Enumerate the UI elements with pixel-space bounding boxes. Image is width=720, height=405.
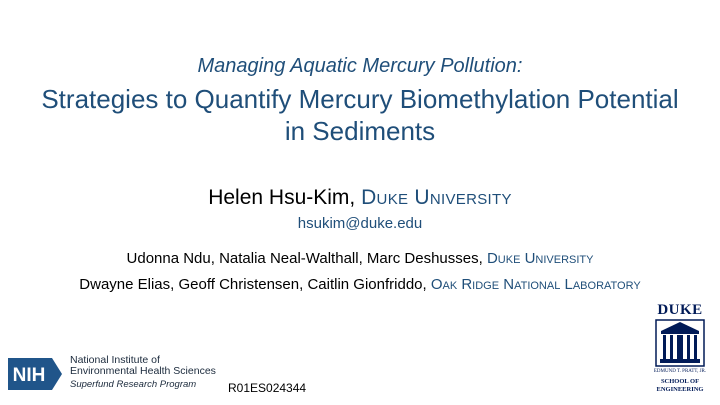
presenter-email: hsukim@duke.edu (297, 215, 423, 232)
coauthor-line (0, 250, 720, 267)
duke-engineering-logo (650, 302, 710, 400)
nih-mark-text: NIH (12, 365, 46, 386)
nih-text (70, 355, 220, 390)
grant-number: R01ES024344 (228, 381, 307, 395)
coauthor-names: Udonna Ndu, Natalia Neal-Walthall, Marc Deshusses, (126, 250, 483, 267)
nih-institute-line-1: National Institute of (70, 354, 160, 366)
duke-wordmark: DUKE (657, 302, 703, 318)
nih-institute-line-2: Environmental Health Sciences (70, 365, 216, 377)
coauthor-names: Dwayne Elias, Geoff Christensen, Caitlin Gionfriddo, (79, 276, 427, 293)
slide-subtitle: Managing Aquatic Mercury Pollution: (197, 55, 523, 77)
coauthor-affiliation: Duke University (486, 250, 594, 267)
coauthor-affiliation: Oak Ridge National Laboratory (430, 276, 641, 293)
presenter-affiliation: Duke University (361, 186, 512, 209)
duke-chapel-icon (655, 319, 705, 367)
duke-caption-3: ENGINEERING (656, 386, 704, 393)
presenter (0, 186, 720, 210)
presenter-name: Helen Hsu-Kim, (208, 186, 356, 209)
duke-caption-2: SCHOOL OF (660, 378, 700, 385)
duke-caption-1: EDMUND T. PRATT, JR. (653, 369, 707, 374)
nih-program: Superfund Research Program (70, 379, 197, 390)
slide-title-line-2: in Sediments (284, 116, 436, 146)
slide-title-line-1: Strategies to Quantify Mercury Biomethylation Potential (41, 84, 679, 114)
coauthor-line (0, 276, 720, 293)
nih-logo (8, 354, 216, 399)
nih-mark-icon (8, 358, 62, 390)
